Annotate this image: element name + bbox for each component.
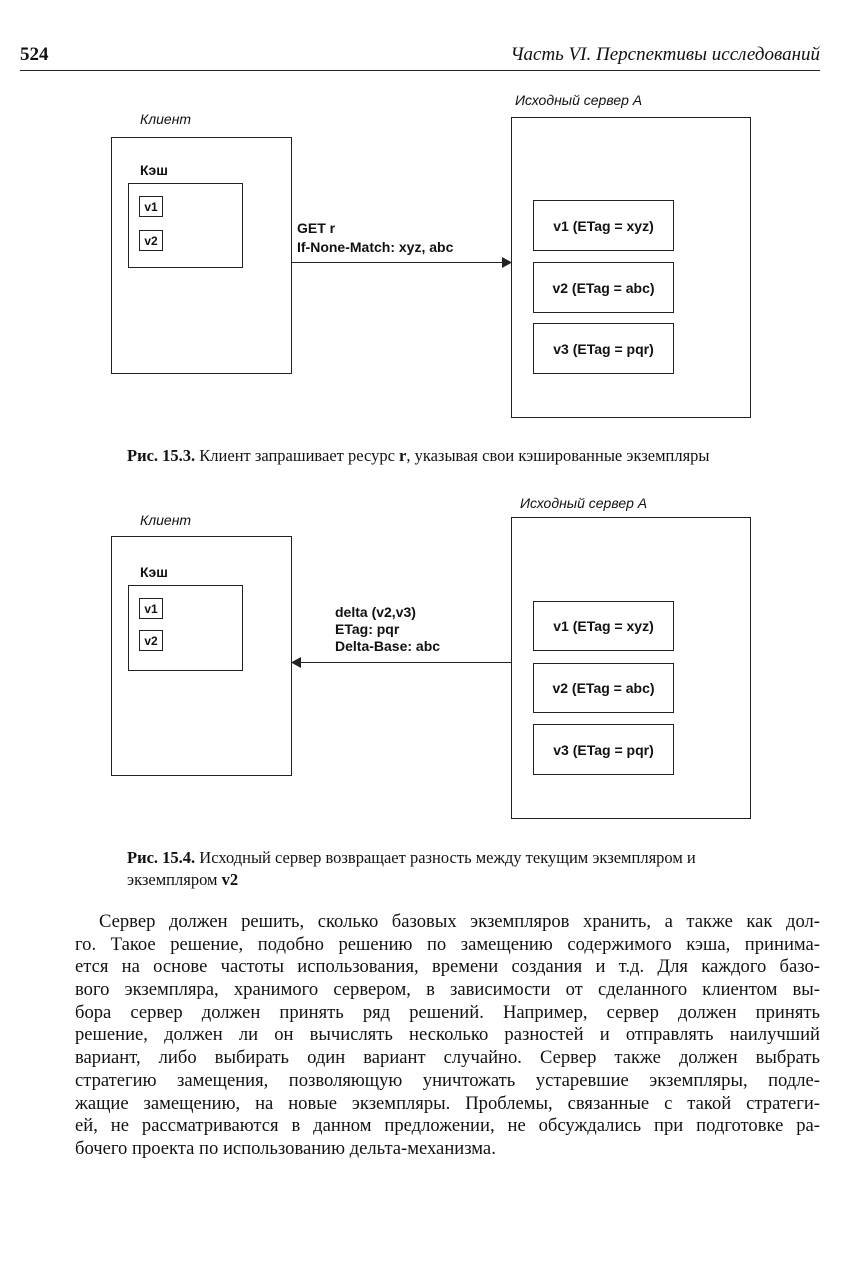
text-line: вариант, либо выбирать один вариант случайно. Сервер также должен выбрать [75, 1047, 820, 1069]
server-item-v2: v2 (ETag = abc) [533, 663, 674, 713]
request-arrow [292, 262, 504, 263]
request-header: If-None-Match: xyz, abc [297, 239, 454, 255]
cache-item-v1: v1 [139, 598, 163, 619]
caption-text-2: экземпляром [127, 870, 222, 889]
cache-item-v2: v2 [139, 230, 163, 251]
caption-bold: v2 [221, 870, 239, 889]
cache-item-v2: v2 [139, 630, 163, 651]
response-arrow [300, 662, 511, 663]
figure-caption [127, 847, 696, 891]
server-item-v3: v3 (ETag = pqr) [533, 323, 674, 374]
caption-bold: r [399, 446, 407, 465]
text-line: стратегию замещения, позволяющую уничтожать устаревшие экземпляры, подле- [75, 1069, 820, 1091]
text-line: ется на основе частоты использования, времени создания и т.д. Для каждого базо- [75, 956, 820, 978]
figure-caption [127, 446, 710, 466]
server-item-v1: v1 (ETag = xyz) [533, 601, 674, 651]
body-paragraph [75, 911, 820, 1161]
text-line: бора сервер должен принять ряд решений. Например, сервер должен принять [75, 1001, 820, 1023]
page-number: 524 [20, 44, 49, 65]
cache-item-v1: v1 [139, 196, 163, 217]
server-label: Исходный сервер А [515, 92, 643, 108]
text-line: Сервер должен решить, сколько базовых экземпляров хранить, а также как дол- [99, 911, 820, 932]
text-line: жащие замещению, на новые экземпляры. Проблемы, связанные с такой стратеги- [75, 1092, 820, 1114]
text-line: решение, должен ли он вычислять несколько разностей и отправлять наилучший [75, 1024, 820, 1046]
text-line: бочего проекта по использованию дельта-механизма. [75, 1137, 496, 1159]
server-item-v2: v2 (ETag = abc) [533, 262, 674, 313]
cache-label: Кэш [140, 162, 168, 178]
caption-text: Клиент запрашивает ресурс [195, 446, 400, 465]
text-line: ей, не рассматриваются в данном предложении, не обсуждались при подготовке ра- [75, 1115, 820, 1137]
header-rule [20, 70, 820, 71]
client-label: Клиент [140, 111, 192, 127]
server-label: Исходный сервер А [520, 495, 648, 511]
arrowhead-left-icon [291, 657, 301, 668]
cache-label: Кэш [140, 564, 168, 580]
text-line: вого экземпляра, хранимого сервером, в зависимости от сделанного клиентом вы- [75, 979, 820, 1001]
caption-prefix: Рис. 15.4. [127, 848, 196, 867]
caption-text-2: , указывая свои кэшированные экземпляры [406, 446, 710, 465]
response-etag: ETag: pqr [335, 621, 400, 637]
client-label: Клиент [140, 512, 192, 528]
text-line: го. Такое решение, подобно решению по замещению содержимого кэша, принима- [75, 933, 820, 955]
arrowhead-right-icon [502, 257, 512, 268]
server-item-v3: v3 (ETag = pqr) [533, 724, 674, 775]
running-title: Часть VI. Перспективы исследований [510, 44, 820, 65]
caption-prefix: Рис. 15.3. [127, 446, 196, 465]
request-line: GET r [297, 220, 336, 236]
caption-text: Исходный сервер возвращает разность между текущим экземпляром и [195, 848, 696, 867]
response-delta-base: Delta-Base: abc [335, 638, 441, 654]
server-item-v1: v1 (ETag = xyz) [533, 200, 674, 251]
response-line: delta (v2,v3) [335, 604, 416, 620]
